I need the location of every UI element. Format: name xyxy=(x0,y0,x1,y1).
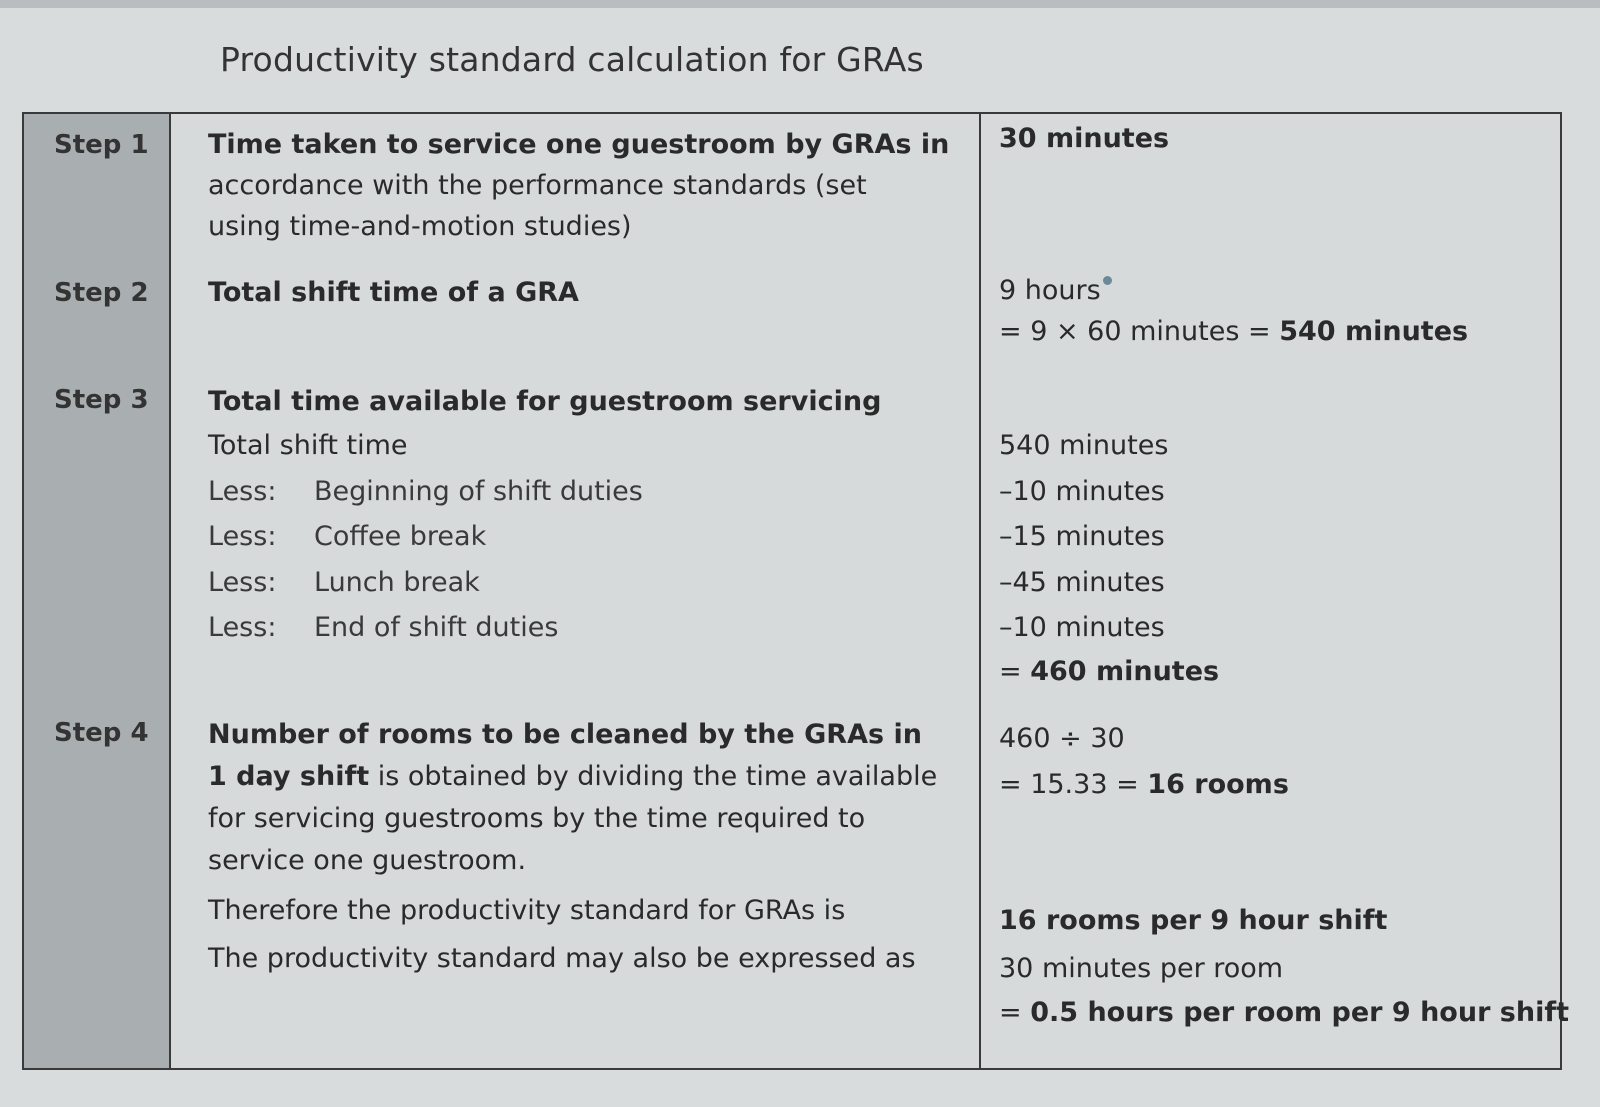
step-3-total-value: 460 minutes xyxy=(1030,656,1220,687)
dot-marker xyxy=(1103,276,1112,285)
step-4-desc-rest: is obtained by dividing the time available xyxy=(369,761,938,792)
step-1-desc-line-3: using time-and-motion studies) xyxy=(208,211,632,242)
step-4-result-prefix: = 15.33 = xyxy=(999,769,1148,800)
step-2-value-line-2 xyxy=(999,311,1468,353)
step-4-desc-line-2 xyxy=(208,756,937,798)
conclusion-2-value: 30 minutes per room xyxy=(999,953,1284,984)
step-1-desc-line-1: Time taken to service one guestroom by GRAs in xyxy=(208,129,950,160)
top-rule xyxy=(0,0,1600,8)
step-4-label: Step 4 xyxy=(54,718,149,748)
step-3-row-label: End of shift duties xyxy=(314,612,559,643)
conclusion-2-value-line-2 xyxy=(999,992,1569,1034)
step-2-calc: = 9 × 60 minutes = xyxy=(999,316,1280,347)
step-2-value xyxy=(999,270,1112,312)
step-4-calc: 460 ÷ 30 xyxy=(999,723,1125,754)
column-divider xyxy=(979,114,981,1068)
less-prefix: Less: xyxy=(208,521,277,552)
step-4-desc-line-1: Number of rooms to be cleaned by the GRAs in xyxy=(208,719,922,750)
step-1-value: 30 minutes xyxy=(999,123,1170,154)
step-3-row-label: Coffee break xyxy=(314,521,487,552)
step-2-value-text: 9 hours xyxy=(999,275,1101,306)
step-1-label: Step 1 xyxy=(54,130,149,160)
conclusion-1-value: 16 rooms per 9 hour shift xyxy=(999,905,1388,936)
equals-sign: = xyxy=(999,997,1031,1028)
step-3-row-value: –45 minutes xyxy=(999,567,1165,598)
step-1-desc-line-2: accordance with the performance standards (set xyxy=(208,170,867,201)
conclusion-1: Therefore the productivity standard for GRAs is xyxy=(208,895,846,926)
equals-sign: = xyxy=(999,656,1022,687)
step-4-desc-bold: 1 day shift xyxy=(208,761,370,792)
step-2-result: 540 minutes xyxy=(1279,316,1469,347)
step-4-result xyxy=(999,764,1289,806)
productivity-table xyxy=(22,112,1569,1070)
step-4-result-value: 16 rooms xyxy=(1147,769,1289,800)
step-3-row-label: Total shift time xyxy=(208,430,408,461)
step-3-heading: Total time available for guestroom servicing xyxy=(208,386,882,417)
less-prefix: Less: xyxy=(208,476,277,507)
conclusion-2-value-bold: 0.5 hours per room per 9 hour shift xyxy=(1030,997,1569,1028)
step-3-row-label: Lunch break xyxy=(314,567,480,598)
step-3-total xyxy=(999,651,1219,693)
step-3-row-label: Beginning of shift duties xyxy=(314,476,643,507)
step-3-row-value: –10 minutes xyxy=(999,476,1165,507)
step-4-desc-line-4: service one guestroom. xyxy=(208,845,527,876)
step-2-label: Step 2 xyxy=(54,278,149,308)
less-prefix: Less: xyxy=(208,612,277,643)
page-title: Productivity standard calculation for GRAs xyxy=(220,40,924,79)
less-prefix: Less: xyxy=(208,567,277,598)
step-column xyxy=(24,114,171,1068)
step-3-label: Step 3 xyxy=(54,385,149,415)
step-3-row-value: –10 minutes xyxy=(999,612,1165,643)
step-3-row-value: 540 minutes xyxy=(999,430,1169,461)
step-4-desc-line-3: for servicing guestrooms by the time required to xyxy=(208,803,866,834)
step-3-row-value: –15 minutes xyxy=(999,521,1165,552)
step-2-desc: Total shift time of a GRA xyxy=(208,277,579,308)
conclusion-2: The productivity standard may also be expressed as xyxy=(208,943,916,974)
